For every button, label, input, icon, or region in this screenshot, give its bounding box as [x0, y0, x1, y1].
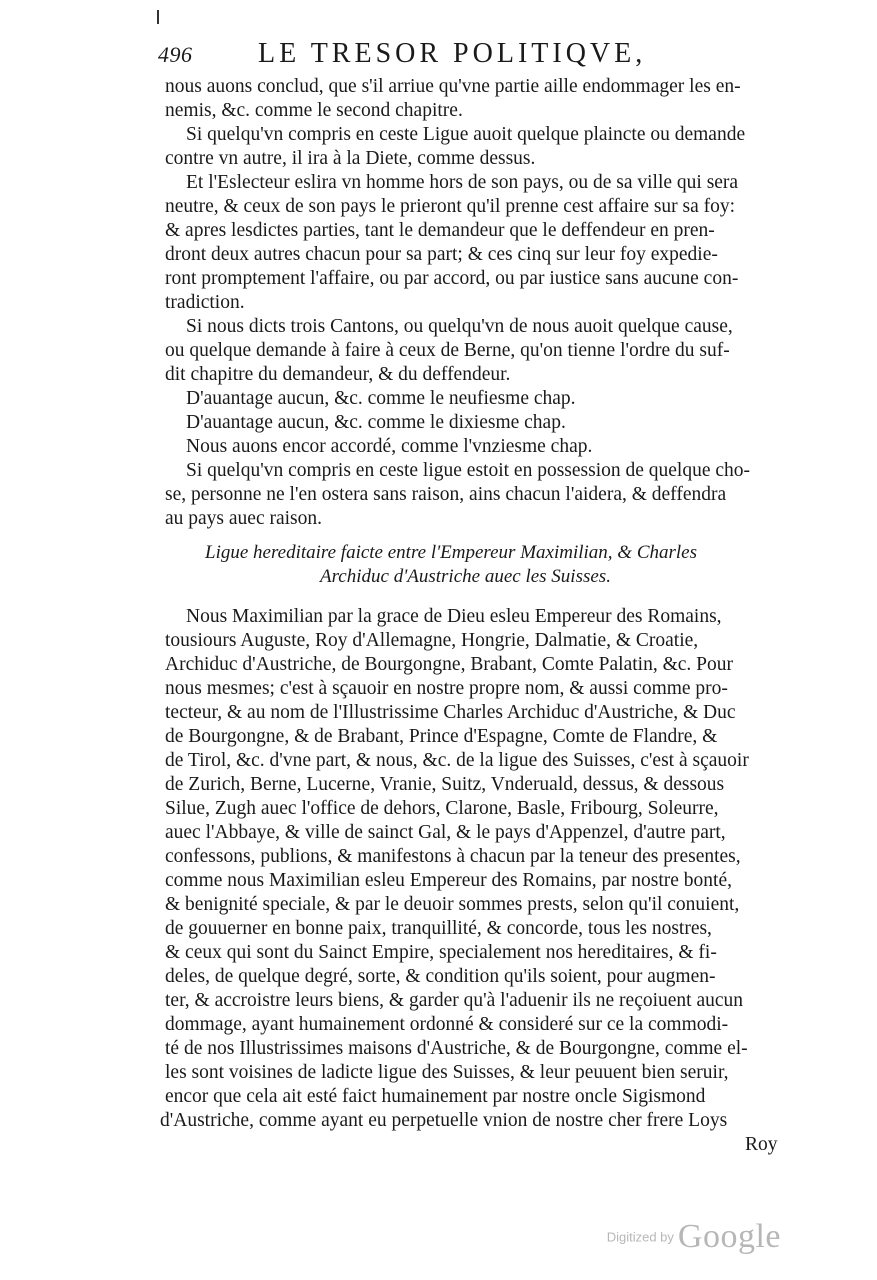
text-line: nemis, &c. comme le second chapitre.: [165, 100, 463, 121]
text-line: ter, & accroistre leurs biens, & garder qu'à l'aduenir ils ne reçoiuent aucun: [165, 990, 744, 1011]
text-line: contre vn autre, il ira à la Diete, comme dessus.: [165, 148, 536, 169]
text-line: tecteur, & au nom de l'Illustrissime Charles Archiduc d'Austriche, & Duc: [165, 702, 736, 723]
heading-line: Archiduc d'Austriche auec les Suisses.: [320, 566, 611, 587]
text-line: tradiction.: [165, 292, 245, 313]
text-line: nous auons conclud, que s'il arriue qu'vne partie aille endommager les en-: [165, 76, 741, 97]
text-line: té de nos Illustrissimes maisons d'Austriche, & de Bourgongne, comme el-: [165, 1038, 748, 1059]
text-line: encor que cela ait esté faict humainement par nostre oncle Sigismond: [165, 1086, 706, 1107]
text-line: & apres lesdictes parties, tant le demandeur que le deffendeur en pren-: [165, 220, 715, 241]
watermark-prefix: Digitized by: [606, 1229, 674, 1245]
heading-line: Ligue hereditaire faicte entre l'Empereur Maximilian, & Charles: [205, 542, 697, 563]
text-line: Nous Maximilian par la grace de Dieu esleu Empereur des Romains,: [186, 606, 722, 627]
text-line: Si quelqu'vn compris en ceste ligue estoit en possession de quelque cho-: [186, 460, 751, 481]
text-line: D'auantage aucun, &c. comme le neufiesme chap.: [186, 388, 576, 409]
text-line: les sont voisines de ladicte ligue des Suisses, & leur peuuent bien seruir,: [165, 1062, 729, 1083]
running-head: [158, 38, 798, 76]
text-line: & ceux qui sont du Sainct Empire, specialement nos hereditaires, & fi-: [165, 942, 717, 963]
text-line: dit chapitre du demandeur, & du deffendeur.: [165, 364, 511, 385]
text-line: Archiduc d'Austriche, de Bourgongne, Brabant, Comte Palatin, &c. Pour: [165, 654, 734, 675]
text-line: Nous auons encor accordé, comme l'vnziesme chap.: [186, 436, 593, 457]
text-line: nous mesmes; c'est à sçauoir en nostre propre nom, & aussi comme pro-: [165, 678, 728, 699]
text-line: Et l'Eslecteur eslira vn homme hors de son pays, ou de sa ville qui sera: [186, 172, 739, 193]
text-line: comme nous Maximilian esleu Empereur des Romains, par nostre bonté,: [165, 870, 732, 891]
text-line: d'Austriche, comme ayant eu perpetuelle vnion de nostre cher frere Loys: [160, 1110, 728, 1131]
text-line: Si quelqu'vn compris en ceste Ligue auoit quelque plaincte ou demande: [186, 124, 746, 145]
text-line: ront promptement l'affaire, ou par accord, ou par iustice sans aucune con-: [165, 268, 739, 289]
text-line: D'auantage aucun, &c. comme le dixiesme chap.: [186, 412, 566, 433]
google-logo: Google: [677, 1218, 781, 1255]
text-line: tousiours Auguste, Roy d'Allemagne, Hongrie, Dalmatie, & Croatie,: [165, 630, 699, 651]
text-line: de Tirol, &c. d'vne part, & nous, &c. de la ligue des Suisses, c'est à sçauoir: [165, 750, 749, 771]
text-line: dront deux autres chacun pour sa part; & ces cinq sur leur foy expedie-: [165, 244, 718, 265]
text-line: Silue, Zugh auec l'office de dehors, Clarone, Basle, Fribourg, Soleurre,: [165, 798, 719, 819]
page-number: 496: [158, 42, 193, 67]
text-line: dommage, ayant humainement ordonné & consideré sur ce la commodi-: [165, 1014, 729, 1035]
margin-mark: [157, 10, 159, 24]
digitized-watermark: [607, 1218, 781, 1256]
text-line: Si nous dicts trois Cantons, ou quelqu'vn de nous auoit quelque cause,: [186, 316, 733, 337]
text-line: au pays auec raison.: [165, 508, 323, 529]
text-line: se, personne ne l'en ostera sans raison, ains chacun l'aidera, & deffendra: [165, 484, 727, 505]
text-line: auec l'Abbaye, & ville de sainct Gal, & le pays d'Appenzel, d'autre part,: [165, 822, 726, 843]
catchword: Roy: [745, 1134, 778, 1155]
text-line: ou quelque demande à faire à ceux de Berne, qu'on tienne l'ordre du suf-: [165, 340, 730, 361]
text-line: de Bourgongne, & de Brabant, Prince d'Espagne, Comte de Flandre, &: [165, 726, 718, 747]
text-line: confessons, publions, & manifestons à chacun par la teneur des presentes,: [165, 846, 741, 867]
text-line: neutre, & ceux de son pays le prieront qu'il prenne cest affaire sur sa foy:: [165, 196, 736, 217]
text-line: deles, de quelque degré, sorte, & condition qu'ils soient, pour augmen-: [165, 966, 716, 987]
text-line: de Zurich, Berne, Lucerne, Vranie, Suitz, Vnderuald, dessus, & dessous: [165, 774, 725, 795]
text-line: de gouuerner en bonne paix, tranquillité, & concorde, tous les nostres,: [165, 918, 712, 939]
book-title: LE TRESOR POLITIQVE,: [258, 38, 647, 69]
text-line: & benignité speciale, & par le deuoir sommes prests, selon qu'il conuient,: [165, 894, 740, 915]
